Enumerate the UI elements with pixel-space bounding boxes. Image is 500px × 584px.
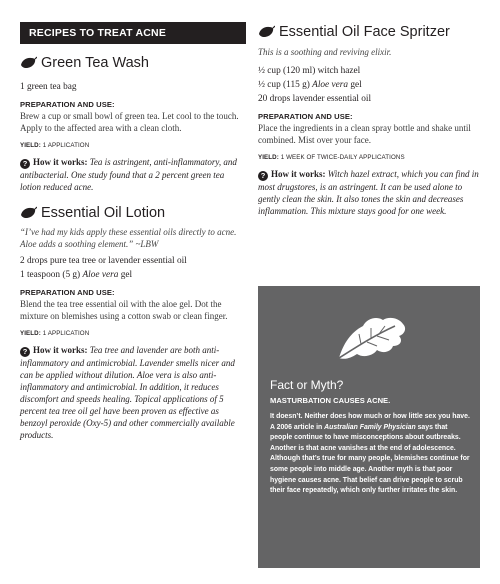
leaf-illustration-icon: [333, 314, 411, 364]
yield-value: 1 WEEK OF TWICE-DAILY APPLICATIONS: [280, 154, 405, 161]
question-icon: ?: [258, 171, 268, 181]
recipe-intro: “I’ve had my kids apply these essential oils directly to acne. Aloe adds a soothing element.” ~LBW: [20, 227, 237, 249]
yield-label: YIELD:: [20, 142, 41, 149]
yield-value: 1 APPLICATION: [42, 142, 90, 149]
recipe-title-lotion: [20, 203, 246, 223]
how-label: How it works:: [271, 169, 326, 179]
ingredient: 2 drops pure tea tree or lavender essential oil: [20, 256, 187, 266]
recipe-intro: This is a soothing and reviving elixir.: [258, 47, 392, 57]
ingredient-part: gel: [348, 80, 362, 90]
yield-line: [258, 154, 480, 161]
how-text: Witch hazel extract, which you can find in most drugstores, is an astringent. It can be used alone to gently clean the skin. It also tones the skin and decreases inflammation. This mixture stays good for one week.: [258, 169, 479, 216]
recipe-title-text: Essential Oil Lotion: [41, 205, 166, 221]
prep-label: PREPARATION AND USE:: [258, 112, 353, 121]
ingredient-part: gel: [118, 270, 133, 280]
fact-journal: Australian Family Physician: [324, 423, 416, 431]
recipe-title-text: Essential Oil Face Spritzer: [279, 24, 450, 40]
fact-subheading: MASTURBATION CAUSES ACNE.: [270, 396, 391, 405]
recipe-title-spritzer: [258, 22, 480, 42]
prep-text: Place the ingredients in a clean spray bottle and shake until combined. Mist over your face.: [258, 123, 471, 145]
yield-label: YIELD:: [20, 330, 41, 337]
ingredient: 1 green tea bag: [20, 82, 77, 92]
how-label: How it works:: [33, 345, 88, 355]
question-icon: ?: [20, 159, 30, 169]
ingredient: [258, 79, 480, 91]
right-column: [258, 22, 480, 217]
prep-text: Brew a cup or small bowl of green tea. Let cool to the touch. Apply to the affected area with a clean cloth.: [20, 111, 239, 133]
prep-label: PREPARATION AND USE:: [20, 288, 115, 297]
leaf-icon: [258, 25, 275, 39]
ingredient-italic: Aloe vera: [82, 270, 119, 280]
leaf-icon: [20, 206, 37, 220]
fact-text: [270, 412, 470, 497]
yield-value: 1 APPLICATION: [42, 330, 90, 337]
recipe-title-text: Green Tea Wash: [41, 55, 149, 71]
yield-line: [20, 330, 246, 337]
leaf-icon: [20, 56, 37, 70]
prep-label: PREPARATION AND USE:: [20, 100, 115, 109]
how-text: Tea tree and lavender are both anti-inflammatory and antimicrobial. Lavender smells nicer and can be applied without dilution. Aloe vera is also anti-inflammatory and antimicrobial. In addition, it reduces discomfort and speeds healing. Topical applications of 5 percent tea tree oil gel have been proven as effective as benzoyl peroxide (Oxy-5) and other commercially available products.: [20, 345, 235, 440]
ingredient: ½ cup (120 ml) witch hazel: [258, 66, 361, 76]
prep-text: Blend the tea tree essential oil with the aloe gel. Dot the mixture on blemishes using a cotton swab or clean finger.: [20, 299, 228, 321]
ingredient-italic: Aloe vera: [312, 80, 349, 90]
recipe-title-green-tea: [20, 53, 246, 73]
fact-text-part: It doesn’t. Neither does how much or how little sex you have. A 2006 article in: [270, 413, 470, 431]
how-label: How it works:: [33, 157, 88, 167]
yield-label: YIELD:: [258, 154, 279, 161]
fact-or-myth-box: [258, 286, 480, 568]
how-it-works: [20, 344, 246, 441]
ingredient: 20 drops lavender essential oil: [258, 94, 372, 104]
ingredient-part: ½ cup (115 g): [258, 80, 313, 90]
fact-heading: Fact or Myth?: [270, 378, 344, 392]
ingredient: [20, 269, 246, 281]
how-text: Tea is astringent, anti-inflammatory, and antibacterial. One study found that a 2 percent green tea lotion reduced acne.: [20, 157, 237, 192]
question-icon: ?: [20, 347, 30, 357]
ingredient-part: 1 teaspoon (5 g): [20, 270, 83, 280]
how-it-works: [258, 168, 480, 217]
yield-line: [20, 142, 246, 149]
fact-text-part: says that people continue to have misconceptions about outbreaks. Another is that acne vanishes at the end of adolescence. Although that’s true for many people, blemishes continue for some people into middle age. Another myth is that poor hygiene causes acne. That belief can drive people to scrub their face repeatedly, which only further irritates the skin.: [270, 423, 470, 495]
section-banner: RECIPES TO TREAT ACNE: [20, 22, 246, 44]
left-column: [20, 22, 246, 441]
how-it-works: [20, 156, 246, 193]
